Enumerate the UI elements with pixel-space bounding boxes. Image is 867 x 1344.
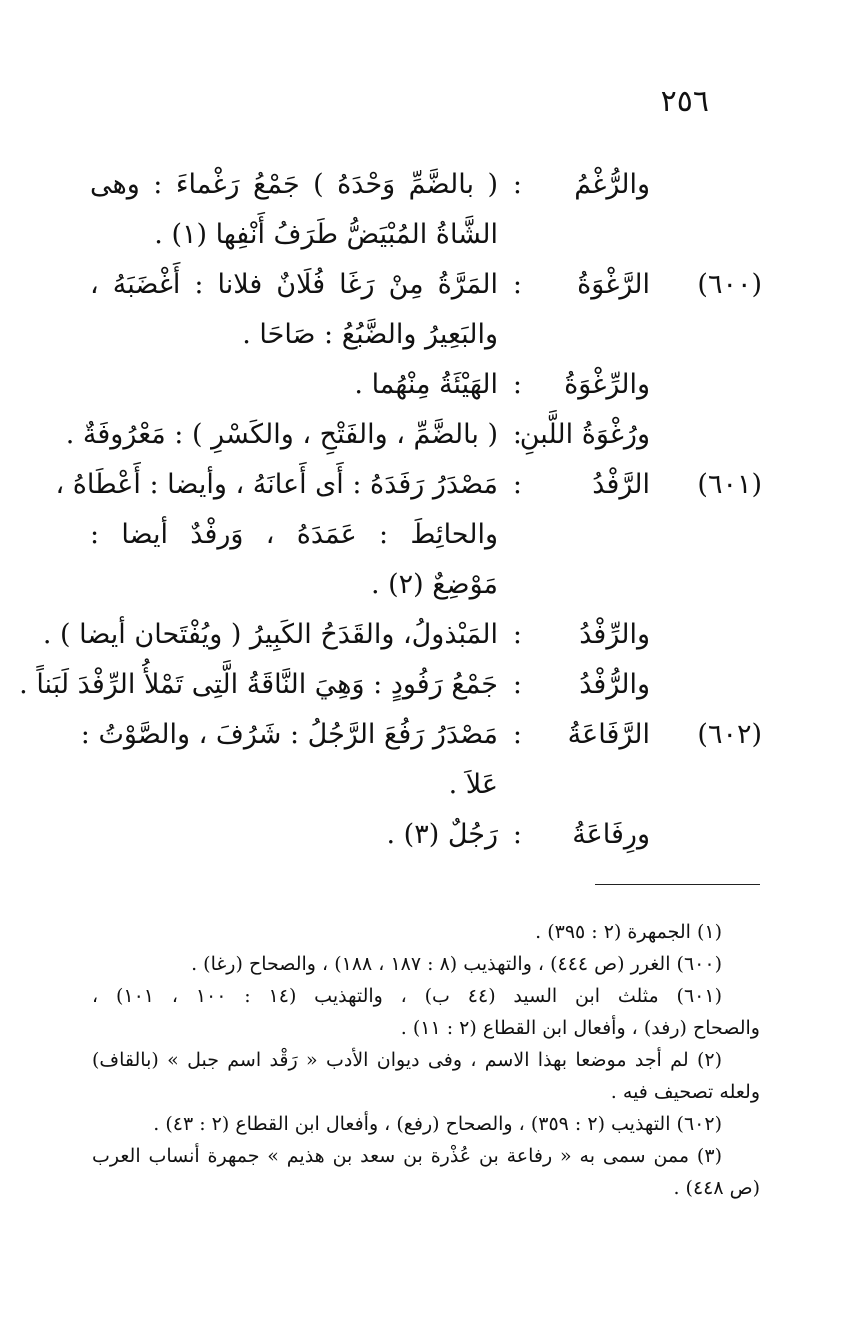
separator-colon: : (512, 819, 522, 850)
headword: والرِّغْوَةُ (564, 369, 650, 400)
footnote-line: (٣) ممن سمى به « رفاعة بن عُذْرة بن سعد بن هذيم » جمهرة أنساب العرب (92, 1145, 722, 1167)
definition-continuation (90, 310, 760, 360)
headword: والرِّفْدُ (579, 619, 650, 650)
footnote-line: والصحاح (رفد) ، وأفعال ابن القطاع (٢ : ١١) . (400, 1017, 760, 1039)
entry-row (55, 460, 762, 510)
entry-number: (٦٠١) (697, 469, 762, 500)
headword: والرُّغْمُ (574, 169, 650, 200)
entry-row (90, 260, 760, 310)
separator-colon: : (512, 469, 522, 500)
definition: ( بالضَّمِّ وَحْدَهُ ) جَمْعُ رَغْماءَ : وهى (90, 169, 498, 200)
footnote-line: (٦٠١) مثلث ابن السيد (٤٤ ب) ، والتهذيب (١٤ : ١٠٠ ، ١٠١) ، (92, 985, 722, 1007)
separator-colon: : (512, 619, 522, 650)
entry-row (65, 410, 760, 460)
definition-line: عَلاَ . (448, 769, 498, 800)
definition: المَبْذولُ، والقَدَحُ الكَبِيرُ ( ويُفْتَحان أيضا ) . (42, 619, 498, 650)
separator-colon: : (512, 719, 522, 750)
definition-line: مَوْضِعٌ (٢) . (370, 569, 498, 600)
separator-colon: : (512, 269, 522, 300)
footnote-divider (595, 884, 760, 885)
definition-line: الشَّاةُ المُبْيَضُّ طَرَفُ أَنْفِها (١) . (154, 219, 498, 250)
headword: ورُغْوَةُ اللَّبنِ (519, 419, 650, 450)
definition: جَمْعُ رَفُودٍ : وَهِيَ النَّاقَةُ الَّتِى تَمْلأُ الرِّفْدَ لَبَناً . (19, 669, 498, 700)
footnote-line: (١) الجمهرة (٢ : ٣٩٥) . (535, 921, 722, 943)
headword: الرَّغْوَةُ (577, 269, 650, 300)
definition-continuation (90, 560, 760, 610)
entry-row (19, 660, 760, 710)
entry-row (42, 610, 760, 660)
entry-row (90, 810, 760, 860)
definition-continuation (90, 760, 760, 810)
separator-colon: : (512, 169, 522, 200)
footnote-line: (٢) لم أجد موضعا بهذا الاسم ، وفى ديوان الأدب « رَقْد اسم جبل » (بالقاف) (92, 1049, 722, 1071)
separator-colon: : (512, 369, 522, 400)
definition: الهَيْئَةُ مِنْهُما . (354, 369, 498, 400)
headword: ورِفَاعَةُ (572, 819, 650, 850)
entry-row (90, 160, 760, 210)
definition: مَصْدَرُ رَفَدَهُ : أَى أَعانَهُ ، وأيضا : أَعْطَاهُ ، (55, 469, 498, 500)
page-number: ٢٥٦ (660, 84, 709, 119)
dictionary-entries (19, 160, 762, 860)
footnote-line: (٦٠٠) الغرر (ص ٤٤٤) ، والتهذيب (٨ : ١٨٧ ، ١٨٨) ، والصحاح (رغا) . (191, 953, 722, 975)
definition: المَرَّةُ مِنْ رَغَا فُلَانٌ فلانا : أَغْضَبَهُ ، (90, 269, 498, 300)
entry-row (80, 710, 762, 760)
definition-line: والبَعِيرُ والضَّبُعُ : صَاحَا . (242, 319, 498, 350)
footnote-line: (ص ٤٤٨) . (673, 1177, 760, 1199)
definition: رَجُلٌ (٣) . (386, 819, 498, 850)
separator-colon: : (512, 419, 522, 450)
headword: والرُّفْدُ (579, 669, 650, 700)
footnotes (92, 916, 760, 1204)
definition-line: والحائِطَ : عَمَدَهُ ، وَرفْدٌ أيضا : (90, 519, 498, 550)
entry-row (90, 360, 760, 410)
separator-colon: : (512, 669, 522, 700)
footnote-line: (٦٠٢) التهذيب (٢ : ٣٥٩) ، والصحاح (رفع) ، وأفعال ابن القطاع (٢ : ٤٣) . (153, 1113, 722, 1135)
headword: الرَّفَاعَةُ (567, 719, 650, 750)
definition-continuation (90, 210, 760, 260)
entry-number: (٦٠٢) (697, 719, 762, 750)
entry-number: (٦٠٠) (697, 269, 762, 300)
footnote-line: ولعله تصحيف فيه . (610, 1081, 760, 1103)
definition-continuation (90, 510, 760, 560)
headword: الرَّفْدُ (592, 469, 650, 500)
definition: ( بالضَّمِّ ، والفَتْحِ ، والكَسْرِ ) : مَعْرُوفَةٌ . (65, 419, 498, 450)
definition: مَصْدَرُ رَفُعَ الرَّجُلُ : شَرُفَ ، والصَّوْتُ : (80, 719, 498, 750)
